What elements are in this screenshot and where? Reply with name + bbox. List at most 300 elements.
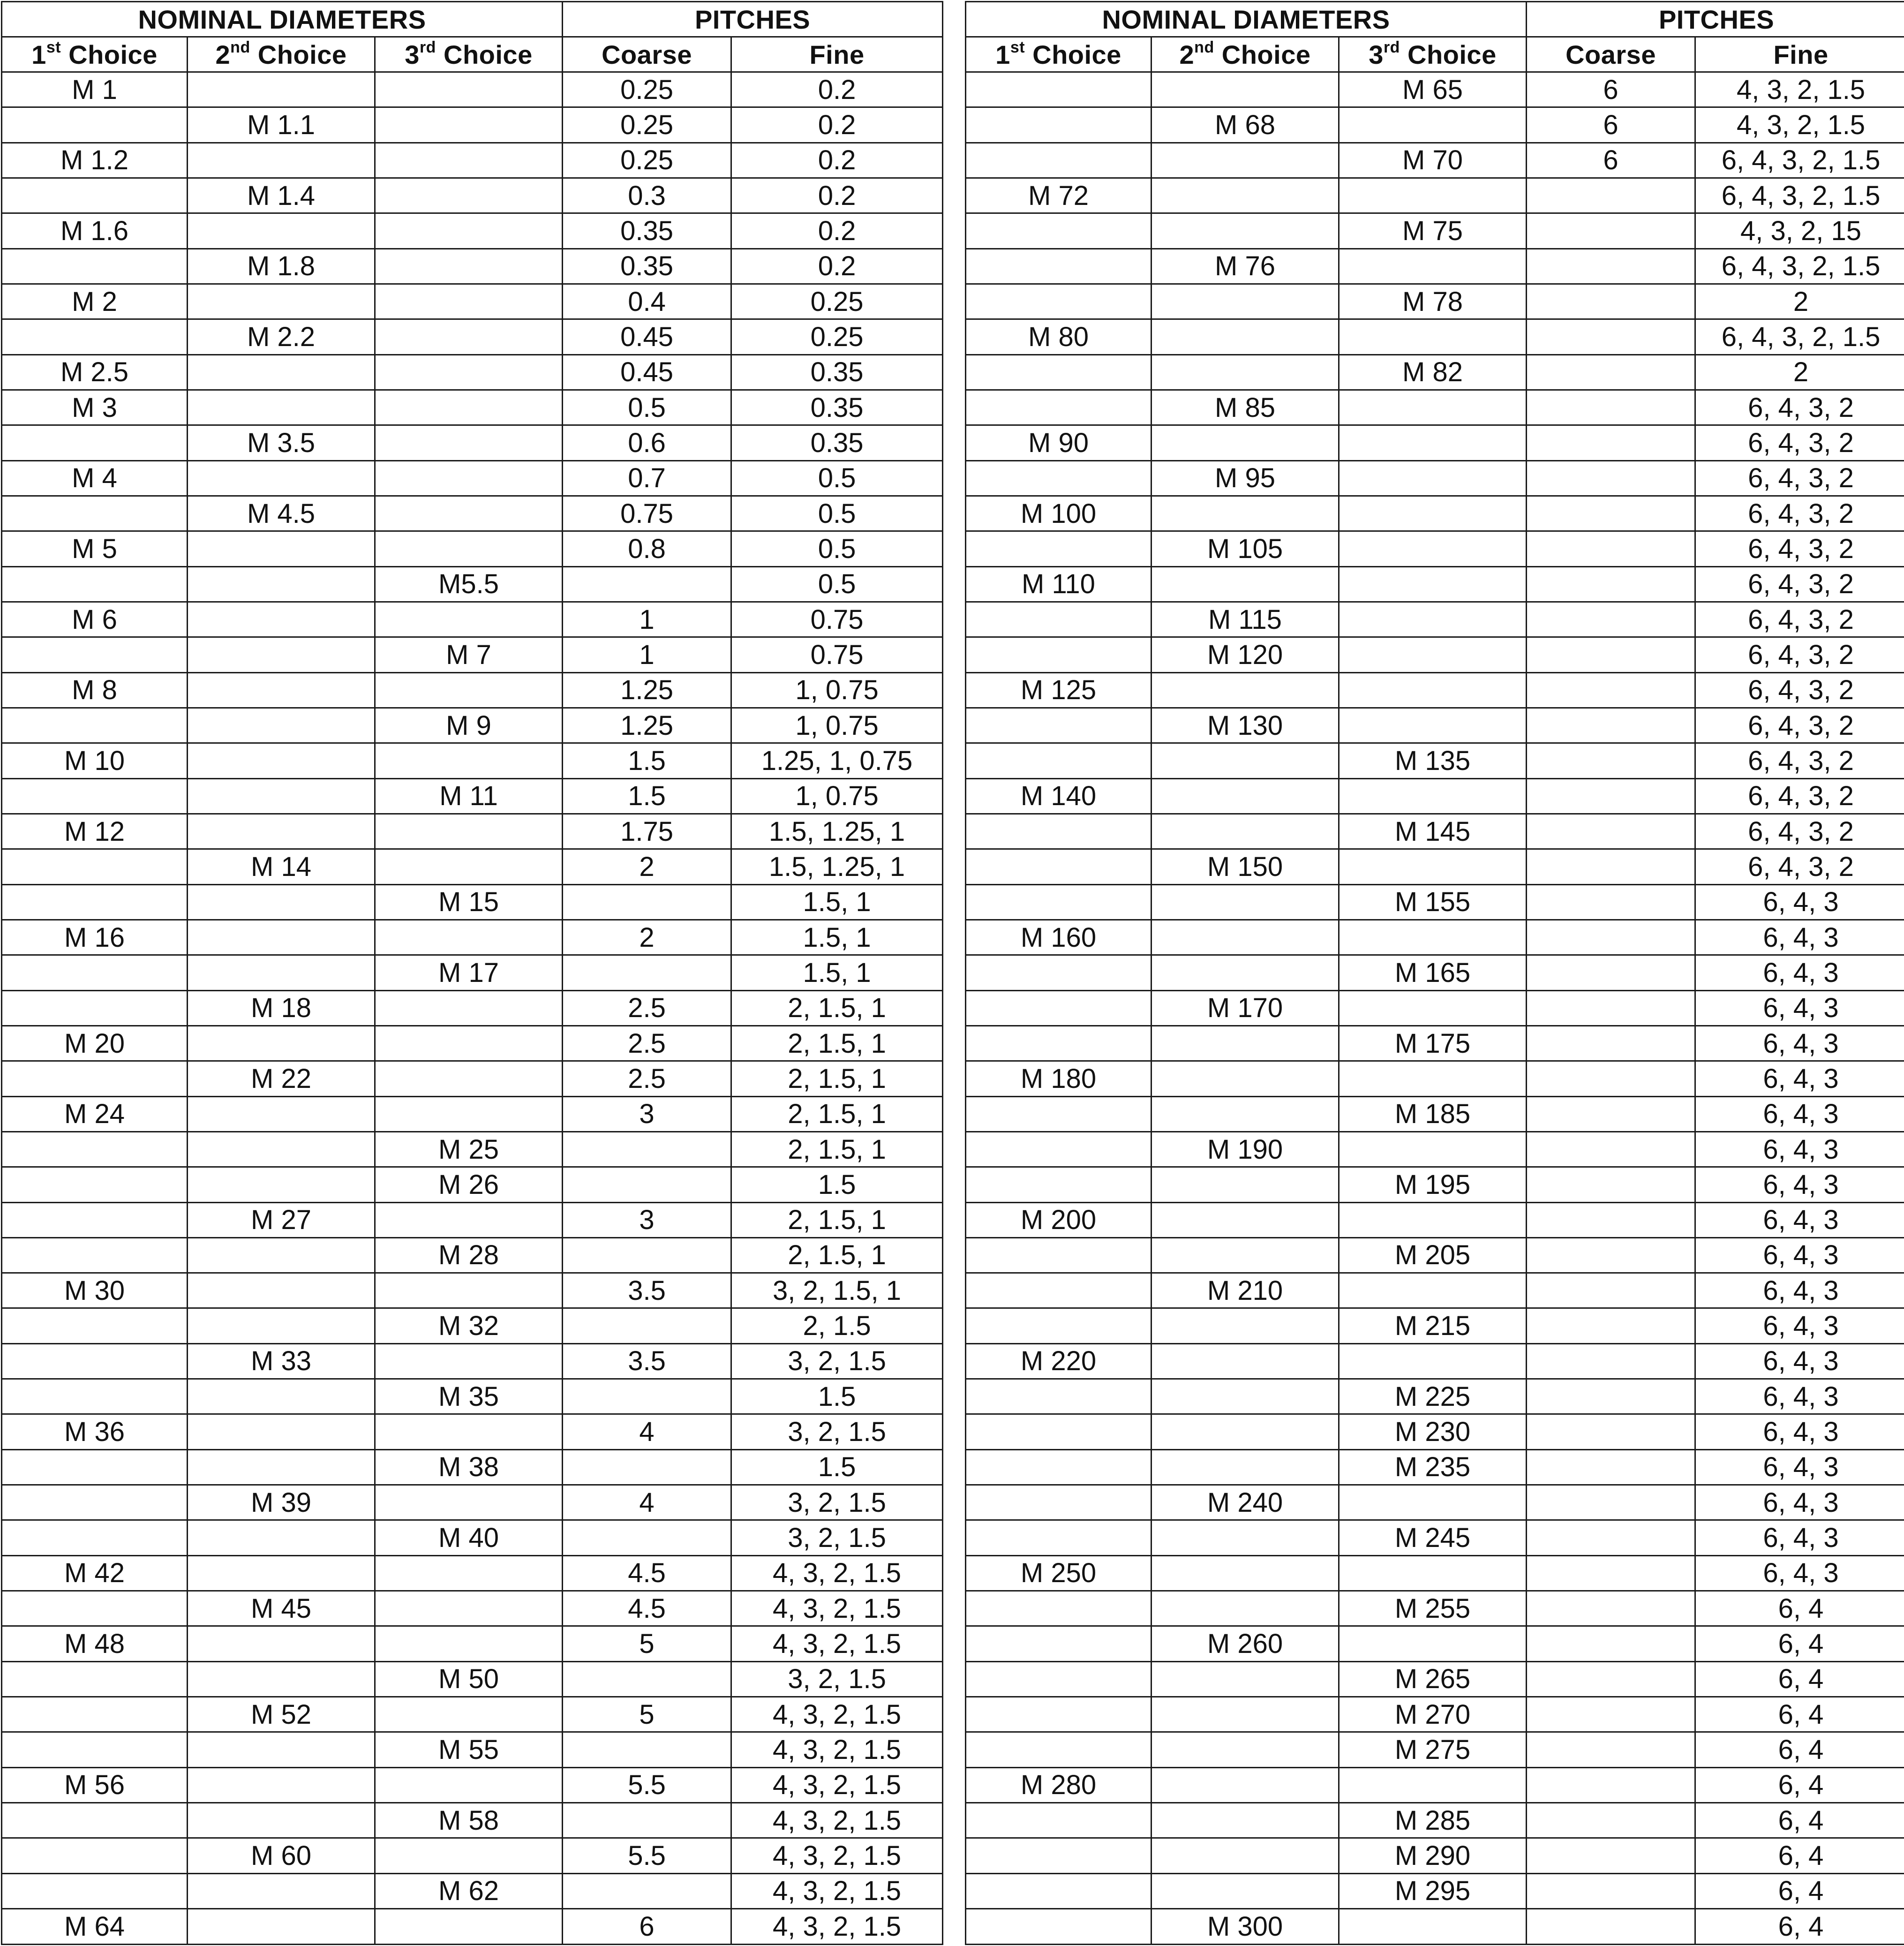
first-choice-cell [2, 178, 188, 213]
fine-pitch-cell: 4, 3, 2, 1.5 [731, 1909, 943, 1945]
second-choice-cell: M 130 [1151, 708, 1339, 743]
second-choice-cell [1151, 672, 1339, 708]
fine-pitch-cell: 4, 3, 2, 1.5 [731, 1591, 943, 1626]
third-choice-cell [375, 319, 563, 355]
coarse-pitch-cell [1527, 814, 1695, 849]
coarse-pitch-cell [1527, 1661, 1695, 1697]
third-choice-cell [375, 849, 563, 884]
second-choice-cell [1151, 1414, 1339, 1449]
coarse-pitch-cell [1527, 637, 1695, 672]
fine-pitch-cell: 6, 4, 3, 2 [1695, 602, 1904, 637]
second-choice-cell [1151, 284, 1339, 319]
fine-pitch-cell: 3, 2, 1.5 [731, 1661, 943, 1697]
first-choice-cell [2, 1449, 188, 1485]
second-choice-cell: M 115 [1151, 602, 1339, 637]
table-row [2, 1026, 943, 1061]
table-row [966, 1555, 1904, 1591]
table-row [966, 1414, 1904, 1449]
table-row [2, 1131, 943, 1167]
table-row [2, 213, 943, 249]
table-row [2, 1838, 943, 1873]
coarse-pitch-cell: 2.5 [563, 990, 731, 1026]
fine-pitch-cell: 6, 4 [1695, 1909, 1904, 1945]
first-choice-cell [966, 1697, 1151, 1732]
header-ordinal-suffix: nd [1194, 38, 1214, 56]
coarse-pitch-cell [1527, 1909, 1695, 1945]
third-choice-cell [375, 425, 563, 460]
second-choice-cell [188, 743, 375, 778]
third-choice-cell [1339, 1909, 1527, 1945]
first-choice-cell [2, 1520, 188, 1555]
table-row [2, 743, 943, 778]
third-choice-cell [1339, 1202, 1527, 1237]
third-choice-cell: M5.5 [375, 566, 563, 602]
second-choice-cell [1151, 1379, 1339, 1414]
table-row [2, 1591, 943, 1626]
third-choice-cell: M 205 [1339, 1237, 1527, 1273]
third-choice-cell: M 50 [375, 1661, 563, 1697]
second-choice-cell [188, 355, 375, 390]
third-choice-cell [375, 1061, 563, 1096]
coarse-pitch-cell [1527, 319, 1695, 355]
table-row [966, 143, 1904, 178]
first-choice-cell [2, 566, 188, 602]
second-choice-cell [188, 460, 375, 496]
first-choice-cell [2, 1343, 188, 1379]
third-choice-cell [375, 1096, 563, 1131]
coarse-pitch-cell: 1.25 [563, 672, 731, 708]
table-row [966, 1202, 1904, 1237]
fine-pitch-cell: 6, 4 [1695, 1767, 1904, 1803]
third-choice-cell [375, 531, 563, 566]
coarse-pitch-cell [1527, 990, 1695, 1026]
fine-pitch-cell: 6, 4, 3, 2 [1695, 743, 1904, 778]
third-choice-cell [1339, 1767, 1527, 1803]
fine-pitch-cell: 6, 4 [1695, 1838, 1904, 1873]
table-row [2, 390, 943, 425]
second-choice-cell [188, 566, 375, 602]
third-choice-cell [1339, 496, 1527, 531]
fine-pitch-cell: 0.2 [731, 213, 943, 249]
first-choice-cell: M 80 [966, 319, 1151, 355]
first-choice-cell [2, 708, 188, 743]
header-ordinal-number: 2 [1179, 39, 1195, 69]
coarse-pitch-cell [1527, 1767, 1695, 1803]
table-row [966, 849, 1904, 884]
first-choice-cell [966, 1414, 1151, 1449]
coarse-pitch-cell: 0.3 [563, 178, 731, 213]
third-choice-cell: M 15 [375, 884, 563, 920]
first-choice-cell: M 280 [966, 1767, 1151, 1803]
second-choice-cell [188, 602, 375, 637]
fine-pitch-cell: 3, 2, 1.5 [731, 1520, 943, 1555]
pitches-header: PITCHES [563, 2, 943, 37]
fine-pitch-cell: 0.35 [731, 425, 943, 460]
table-row [966, 1697, 1904, 1732]
third-choice-cell: M 225 [1339, 1379, 1527, 1414]
table-row [966, 1449, 1904, 1485]
coarse-pitch-cell [1527, 1131, 1695, 1167]
coarse-header: Coarse [1527, 37, 1695, 72]
coarse-pitch-cell: 5.5 [563, 1838, 731, 1873]
first-choice-cell [966, 1838, 1151, 1873]
coarse-pitch-cell [1527, 1732, 1695, 1767]
second-choice-cell [188, 1026, 375, 1061]
third-choice-cell [375, 460, 563, 496]
coarse-pitch-cell [1527, 1591, 1695, 1626]
third-choice-cell [375, 1485, 563, 1520]
second-choice-cell [188, 1520, 375, 1555]
coarse-pitch-cell: 2 [563, 849, 731, 884]
coarse-pitch-cell [1527, 1308, 1695, 1343]
table-row [966, 1061, 1904, 1096]
fine-pitch-cell: 4, 3, 2, 1.5 [731, 1697, 943, 1732]
second-choice-cell: M 22 [188, 1061, 375, 1096]
second-choice-cell [1151, 1732, 1339, 1767]
table-row [2, 1167, 943, 1202]
first-choice-cell [2, 1167, 188, 1202]
header-column-row [966, 37, 1904, 72]
second-choice-cell [1151, 1026, 1339, 1061]
coarse-pitch-cell [1527, 425, 1695, 460]
second-choice-cell [188, 143, 375, 178]
first-choice-cell [966, 284, 1151, 319]
header-ordinal-suffix: nd [230, 38, 250, 56]
header-ordinal-number: 2 [215, 39, 231, 69]
coarse-pitch-cell [1527, 1838, 1695, 1873]
table-row [966, 778, 1904, 814]
first-choice-cell [2, 1061, 188, 1096]
first-choice-cell [966, 1131, 1151, 1167]
first-choice-cell [2, 1697, 188, 1732]
third-choice-cell: M 25 [375, 1131, 563, 1167]
coarse-pitch-cell [1527, 1273, 1695, 1308]
third-choice-cell [1339, 1626, 1527, 1661]
table-row [2, 319, 943, 355]
third-choice-cell: M 155 [1339, 884, 1527, 920]
thread-table-right [965, 1, 1904, 1945]
coarse-pitch-cell: 5.5 [563, 1767, 731, 1803]
third-choice-cell: M 165 [1339, 955, 1527, 990]
third-choice-cell: M 75 [1339, 213, 1527, 249]
first-choice-cell: M 64 [2, 1909, 188, 1945]
first-choice-cell [966, 390, 1151, 425]
fine-pitch-cell: 3, 2, 1.5 [731, 1485, 943, 1520]
coarse-pitch-cell [1527, 849, 1695, 884]
header-choice-word: Choice [1400, 39, 1497, 69]
fine-pitch-cell: 6, 4, 3, 2 [1695, 531, 1904, 566]
third-choice-cell: M 70 [1339, 143, 1527, 178]
fine-pitch-cell: 6, 4, 3 [1695, 1449, 1904, 1485]
first-choice-cell [2, 1732, 188, 1767]
third-choice-cell [375, 355, 563, 390]
coarse-pitch-cell [563, 955, 731, 990]
third-choice-cell [375, 1838, 563, 1873]
third-choice-cell: M 17 [375, 955, 563, 990]
first-choice-cell [2, 1202, 188, 1237]
third-choice-cell [375, 213, 563, 249]
second-choice-cell: M 76 [1151, 249, 1339, 284]
fine-pitch-cell: 0.35 [731, 355, 943, 390]
first-choice-cell: M 6 [2, 602, 188, 637]
table-body [966, 72, 1904, 1945]
coarse-pitch-cell [563, 1803, 731, 1838]
fine-pitch-cell: 1.5, 1.25, 1 [731, 849, 943, 884]
third-choice-cell [375, 920, 563, 955]
second-choice-cell [1151, 72, 1339, 107]
first-choice-cell: M 4 [2, 460, 188, 496]
fine-pitch-cell: 6, 4, 3, 2 [1695, 637, 1904, 672]
second-choice-cell [1151, 1096, 1339, 1131]
table-row [2, 672, 943, 708]
second-choice-cell [1151, 743, 1339, 778]
third-choice-cell [375, 284, 563, 319]
third-choice-cell [375, 72, 563, 107]
table-row [2, 1202, 943, 1237]
fine-pitch-cell: 4, 3, 2, 1.5 [731, 1838, 943, 1873]
fine-pitch-cell: 1.5, 1 [731, 955, 943, 990]
first-choice-cell [966, 355, 1151, 390]
table-row [2, 72, 943, 107]
third-choice-header [1339, 37, 1527, 72]
third-choice-cell: M 40 [375, 1520, 563, 1555]
table-row [2, 1237, 943, 1273]
coarse-pitch-cell: 0.4 [563, 284, 731, 319]
third-choice-cell [375, 107, 563, 143]
second-choice-cell: M 1.1 [188, 107, 375, 143]
third-choice-cell: M 295 [1339, 1873, 1527, 1908]
coarse-pitch-cell [1527, 672, 1695, 708]
coarse-pitch-cell: 6 [563, 1909, 731, 1945]
fine-pitch-cell: 0.75 [731, 637, 943, 672]
fine-pitch-cell: 4, 3, 2, 1.5 [731, 1873, 943, 1908]
first-choice-cell [966, 249, 1151, 284]
fine-pitch-cell: 0.5 [731, 460, 943, 496]
first-choice-cell: M 110 [966, 566, 1151, 602]
table-row [2, 1803, 943, 1838]
coarse-pitch-cell [563, 1308, 731, 1343]
table-row [2, 849, 943, 884]
coarse-pitch-cell: 1.25 [563, 708, 731, 743]
second-choice-cell [188, 213, 375, 249]
fine-pitch-cell: 6, 4, 3, 2 [1695, 708, 1904, 743]
table-row [966, 1237, 1904, 1273]
header-ordinal-suffix: rd [1383, 38, 1400, 56]
coarse-pitch-cell: 6 [1527, 107, 1695, 143]
header-choice-word: Choice [61, 39, 158, 69]
coarse-pitch-cell [563, 1167, 731, 1202]
table-row [2, 1096, 943, 1131]
coarse-pitch-cell: 4 [563, 1485, 731, 1520]
table-row [2, 531, 943, 566]
first-choice-cell [966, 1167, 1151, 1202]
fine-pitch-cell: 6, 4, 3 [1695, 1485, 1904, 1520]
coarse-pitch-cell [1527, 1167, 1695, 1202]
header-choice-word: Choice [1214, 39, 1311, 69]
second-choice-cell [1151, 143, 1339, 178]
coarse-pitch-cell [563, 1661, 731, 1697]
coarse-pitch-cell [1527, 1697, 1695, 1732]
fine-pitch-cell: 6, 4, 3, 2 [1695, 672, 1904, 708]
coarse-pitch-cell [1527, 1202, 1695, 1237]
third-choice-cell [1339, 708, 1527, 743]
second-choice-cell [188, 1308, 375, 1343]
third-choice-cell: M 9 [375, 708, 563, 743]
coarse-pitch-cell: 0.35 [563, 213, 731, 249]
third-choice-cell: M 26 [375, 1167, 563, 1202]
coarse-pitch-cell [1527, 1520, 1695, 1555]
first-choice-cell [966, 143, 1151, 178]
table-row [2, 1732, 943, 1767]
table-row [966, 602, 1904, 637]
table-row [2, 990, 943, 1026]
first-choice-cell [966, 743, 1151, 778]
second-choice-cell [188, 1273, 375, 1308]
first-choice-cell [2, 249, 188, 284]
second-choice-cell [1151, 1237, 1339, 1273]
fine-pitch-cell: 6, 4, 3 [1695, 1061, 1904, 1096]
third-choice-cell [1339, 920, 1527, 955]
header-ordinal-suffix: st [1010, 38, 1025, 56]
table-row [966, 496, 1904, 531]
third-choice-cell [1339, 1555, 1527, 1591]
fine-pitch-cell: 6, 4, 3, 2 [1695, 566, 1904, 602]
fine-pitch-cell: 2 [1695, 284, 1904, 319]
table-row [2, 1873, 943, 1908]
table-row [966, 1167, 1904, 1202]
first-choice-cell [966, 107, 1151, 143]
second-choice-cell [188, 531, 375, 566]
fine-pitch-cell: 6, 4, 3, 2, 1.5 [1695, 249, 1904, 284]
coarse-pitch-cell [1527, 390, 1695, 425]
coarse-pitch-cell: 0.25 [563, 72, 731, 107]
fine-pitch-cell: 2, 1.5, 1 [731, 1026, 943, 1061]
second-choice-cell [188, 1555, 375, 1591]
first-choice-cell [2, 778, 188, 814]
table-row [966, 284, 1904, 319]
fine-pitch-cell: 1.5, 1.25, 1 [731, 814, 943, 849]
second-choice-cell [188, 1909, 375, 1945]
coarse-pitch-cell: 0.7 [563, 460, 731, 496]
table-row [2, 107, 943, 143]
third-choice-cell: M 11 [375, 778, 563, 814]
third-choice-cell: M 135 [1339, 743, 1527, 778]
table-row [2, 249, 943, 284]
coarse-pitch-cell: 0.75 [563, 496, 731, 531]
third-choice-cell [1339, 1485, 1527, 1520]
fine-pitch-cell: 6, 4 [1695, 1626, 1904, 1661]
second-choice-cell [188, 672, 375, 708]
third-choice-cell: M 32 [375, 1308, 563, 1343]
third-choice-cell: M 35 [375, 1379, 563, 1414]
first-choice-cell [966, 1379, 1151, 1414]
coarse-pitch-cell [563, 1520, 731, 1555]
fine-pitch-cell: 6, 4, 3 [1695, 990, 1904, 1026]
second-choice-cell [1151, 778, 1339, 814]
first-choice-cell: M 5 [2, 531, 188, 566]
coarse-pitch-cell: 0.35 [563, 249, 731, 284]
table-row [966, 1626, 1904, 1661]
coarse-pitch-cell [1527, 1485, 1695, 1520]
second-choice-cell [188, 1661, 375, 1697]
coarse-pitch-cell [1527, 1555, 1695, 1591]
coarse-pitch-cell: 2.5 [563, 1026, 731, 1061]
coarse-pitch-cell: 2.5 [563, 1061, 731, 1096]
first-choice-cell [966, 884, 1151, 920]
third-choice-cell [1339, 990, 1527, 1026]
coarse-pitch-cell [1527, 1449, 1695, 1485]
coarse-pitch-cell [1527, 1626, 1695, 1661]
third-choice-cell [375, 496, 563, 531]
first-choice-cell [2, 1803, 188, 1838]
table-row [2, 425, 943, 460]
fine-pitch-cell: 4, 3, 2, 15 [1695, 213, 1904, 249]
second-choice-cell: M 18 [188, 990, 375, 1026]
table-row [2, 955, 943, 990]
third-choice-cell [1339, 460, 1527, 496]
first-choice-cell: M 1.2 [2, 143, 188, 178]
fine-pitch-cell: 6, 4, 3, 2 [1695, 778, 1904, 814]
table-row [966, 637, 1904, 672]
fine-pitch-cell: 1.5, 1 [731, 884, 943, 920]
coarse-header: Coarse [563, 37, 731, 72]
first-choice-cell [2, 990, 188, 1026]
second-choice-cell [1151, 496, 1339, 531]
third-choice-cell: M 290 [1339, 1838, 1527, 1873]
coarse-pitch-cell [1527, 1061, 1695, 1096]
third-choice-cell [1339, 1061, 1527, 1096]
fine-pitch-cell: 6, 4 [1695, 1873, 1904, 1908]
second-choice-cell [1151, 1767, 1339, 1803]
second-choice-cell: M 33 [188, 1343, 375, 1379]
fine-pitch-cell: 6, 4, 3, 2, 1.5 [1695, 178, 1904, 213]
first-choice-cell: M 90 [966, 425, 1151, 460]
second-choice-cell [1151, 1520, 1339, 1555]
coarse-pitch-cell [1527, 884, 1695, 920]
table-header [966, 2, 1904, 72]
first-choice-cell [2, 637, 188, 672]
header-column-row [2, 37, 943, 72]
fine-pitch-cell: 1.5 [731, 1449, 943, 1485]
coarse-pitch-cell [1527, 1343, 1695, 1379]
coarse-pitch-cell [563, 1237, 731, 1273]
second-choice-cell: M 170 [1151, 990, 1339, 1026]
first-choice-cell: M 140 [966, 778, 1151, 814]
second-choice-cell [1151, 1343, 1339, 1379]
second-choice-cell [1151, 178, 1339, 213]
second-choice-cell [188, 1096, 375, 1131]
table-row [2, 1273, 943, 1308]
second-choice-cell: M 3.5 [188, 425, 375, 460]
second-choice-cell [1151, 955, 1339, 990]
table-row [966, 743, 1904, 778]
table-row [966, 1767, 1904, 1803]
fine-pitch-cell: 0.5 [731, 566, 943, 602]
first-choice-cell: M 48 [2, 1626, 188, 1661]
fine-pitch-cell: 0.2 [731, 178, 943, 213]
third-choice-cell [375, 1767, 563, 1803]
table-row [966, 708, 1904, 743]
second-choice-cell [1151, 1555, 1339, 1591]
first-choice-header [2, 37, 188, 72]
third-choice-cell [375, 1697, 563, 1732]
third-choice-cell: M 82 [1339, 355, 1527, 390]
third-choice-cell: M 185 [1339, 1096, 1527, 1131]
fine-pitch-cell: 4, 3, 2, 1.5 [1695, 107, 1904, 143]
third-choice-cell [375, 1591, 563, 1626]
table-row [966, 1838, 1904, 1873]
header-ordinal-number: 1 [31, 39, 46, 69]
